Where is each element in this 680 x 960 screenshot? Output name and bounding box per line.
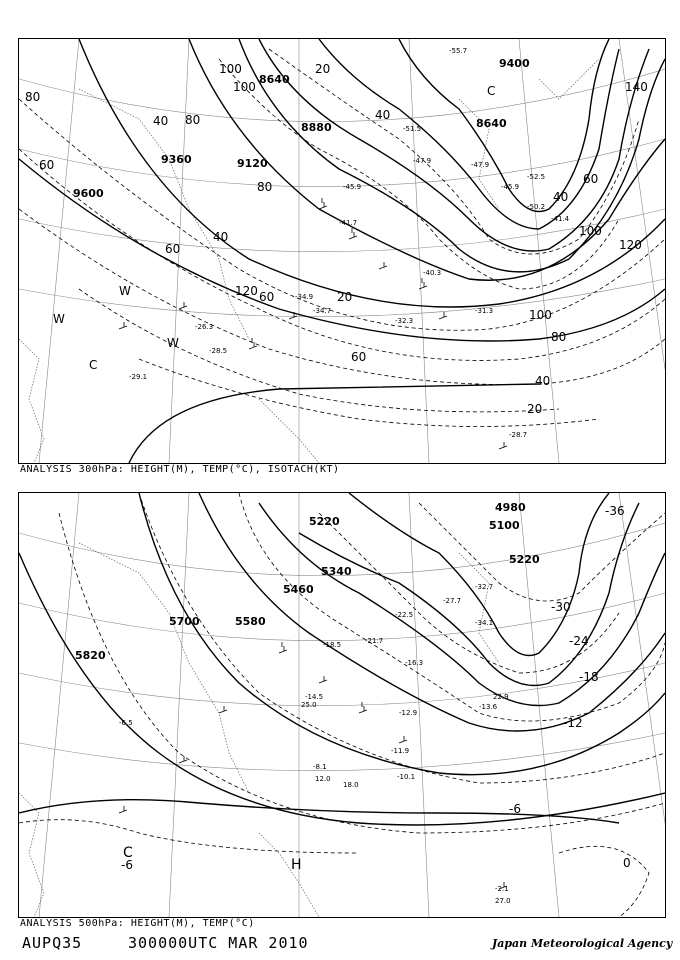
isotach-label: 60: [165, 242, 181, 256]
isotach-label: 40: [553, 190, 569, 204]
height-label: 5820: [75, 649, 106, 662]
high-center-marker: H: [291, 857, 302, 873]
height-label: 8880: [301, 121, 332, 134]
station-label: -16.3: [405, 659, 424, 667]
temp-label: -29.1: [129, 373, 148, 381]
height-label: 5100: [489, 519, 520, 532]
valid-time: 300000UTC MAR 2010: [128, 934, 309, 952]
warm-marker: W: [167, 336, 179, 350]
temp-label: -41.7: [339, 219, 358, 227]
temp-label: -34.7: [313, 307, 332, 315]
station-label: 22.9: [493, 693, 509, 701]
temp-label: -45.9: [501, 183, 520, 191]
isotach-label: 80: [25, 90, 41, 104]
station-label: -14.5: [305, 693, 324, 701]
station-label: 25.0: [301, 701, 317, 709]
isotach-label: 80: [551, 330, 567, 344]
isotach-label: 20: [527, 402, 543, 416]
isotherm-label: -12: [563, 716, 583, 730]
isotach-label: 80: [257, 180, 273, 194]
isotach-label: 100: [529, 308, 552, 322]
station-label: -34.1: [475, 619, 494, 627]
isotach-label: 20: [337, 290, 353, 304]
warm-marker: W: [119, 284, 131, 298]
station-label: -13.6: [479, 703, 498, 711]
station-label: -27.7: [443, 597, 462, 605]
analysis-500hpa-map: [18, 492, 666, 918]
isotherm-label: -30: [551, 600, 571, 614]
temp-label: -32.3: [395, 317, 414, 325]
analysis-300hpa-map: [18, 38, 666, 464]
temp-label: -28.5: [209, 347, 228, 355]
temp-label: -55.7: [449, 47, 468, 55]
isotach-lines: [19, 49, 665, 427]
isotach-label: 40: [153, 114, 169, 128]
isotach-label: 60: [351, 350, 367, 364]
height-labels: [75, 501, 540, 662]
height-label: 5460: [283, 583, 314, 596]
station-label: 27.0: [495, 897, 511, 905]
height-label: 5220: [309, 515, 340, 528]
station-label: -2.1: [495, 885, 509, 893]
isotherm-label: -24: [569, 634, 589, 648]
pressure-markers: [123, 845, 302, 873]
temp-label: -47.9: [413, 157, 432, 165]
temp-label: -41.4: [551, 215, 570, 223]
graticule: [19, 39, 665, 463]
temp-label: -26.3: [195, 323, 214, 331]
station-label: 18.0: [343, 781, 359, 789]
cold-marker: C: [89, 358, 98, 372]
isotherm-label: -6: [121, 858, 133, 872]
temp-label: -51.5: [403, 125, 422, 133]
temp-label: -45.9: [343, 183, 362, 191]
temp-label: -31.3: [475, 307, 494, 315]
map-300hpa-svg: [19, 39, 665, 463]
isotach-label: 40: [375, 108, 391, 122]
coastline: [19, 59, 599, 463]
isotherm-label: -6: [509, 802, 521, 816]
height-label: 9120: [237, 157, 268, 170]
station-label: -18.5: [323, 641, 342, 649]
isotach-label: 140: [625, 80, 648, 94]
temp-label: -50.2: [527, 203, 546, 211]
temp-label: -34.9: [295, 293, 314, 301]
chart-id: AUPQ35: [22, 934, 83, 952]
station-label: -8.1: [313, 763, 327, 771]
caption-500hpa: ANALYSIS 500hPa: HEIGHT(M), TEMP(°C): [20, 918, 255, 929]
station-label: -21.7: [365, 637, 384, 645]
caption-300hpa: ANALYSIS 300hPa: HEIGHT(M), TEMP(°C), ISOTACH(KT): [20, 464, 340, 475]
isotach-label: 120: [235, 284, 258, 298]
coastline: [19, 543, 499, 917]
station-label: -12.9: [399, 709, 418, 717]
isotach-label: 20: [315, 62, 331, 76]
isotach-label: 60: [39, 158, 55, 172]
isotach-labels: [25, 62, 648, 416]
agency-name: Japan Meteorological Agency: [492, 937, 673, 950]
height-contours: [19, 493, 665, 825]
station-label: -11.9: [391, 747, 410, 755]
station-label: 12.0: [315, 775, 331, 783]
isotach-label: 40: [535, 374, 551, 388]
low-center-marker: C: [123, 845, 133, 861]
isotach-label: 100: [579, 224, 602, 238]
isotherm-label: -36: [605, 504, 625, 518]
station-labels: [119, 583, 511, 905]
station-label: -32.7: [475, 583, 494, 591]
isotach-label: 100: [219, 62, 242, 76]
height-label: 9360: [161, 153, 192, 166]
temp-label: -28.7: [509, 431, 528, 439]
temp-label: -47.9: [471, 161, 490, 169]
isotherm-label: -18: [579, 670, 599, 684]
height-contours: [19, 39, 665, 463]
temp-label: -40.3: [423, 269, 442, 277]
station-label: -22.5: [395, 611, 414, 619]
height-label: 8640: [259, 73, 290, 86]
cold-marker: C: [487, 84, 496, 98]
height-label: 4980: [495, 501, 526, 514]
height-label: 5700: [169, 615, 200, 628]
station-label: -6.5: [119, 719, 133, 727]
isotherm-label: 0: [623, 856, 631, 870]
height-label: 5340: [321, 565, 352, 578]
temp-label: -52.5: [527, 173, 546, 181]
isotach-label: 100: [233, 80, 256, 94]
isotach-label: 60: [583, 172, 599, 186]
height-label: 5220: [509, 553, 540, 566]
height-label: 9600: [73, 187, 104, 200]
isotach-label: 40: [213, 230, 229, 244]
height-label: 9400: [499, 57, 530, 70]
station-label: -10.1: [397, 773, 416, 781]
isotach-label: 80: [185, 113, 201, 127]
map-500hpa-svg: [19, 493, 665, 917]
height-label: 5580: [235, 615, 266, 628]
isotach-label: 120: [619, 238, 642, 252]
isotach-label: 60: [259, 290, 275, 304]
warm-marker: W: [53, 312, 65, 326]
height-label: 8640: [476, 117, 507, 130]
